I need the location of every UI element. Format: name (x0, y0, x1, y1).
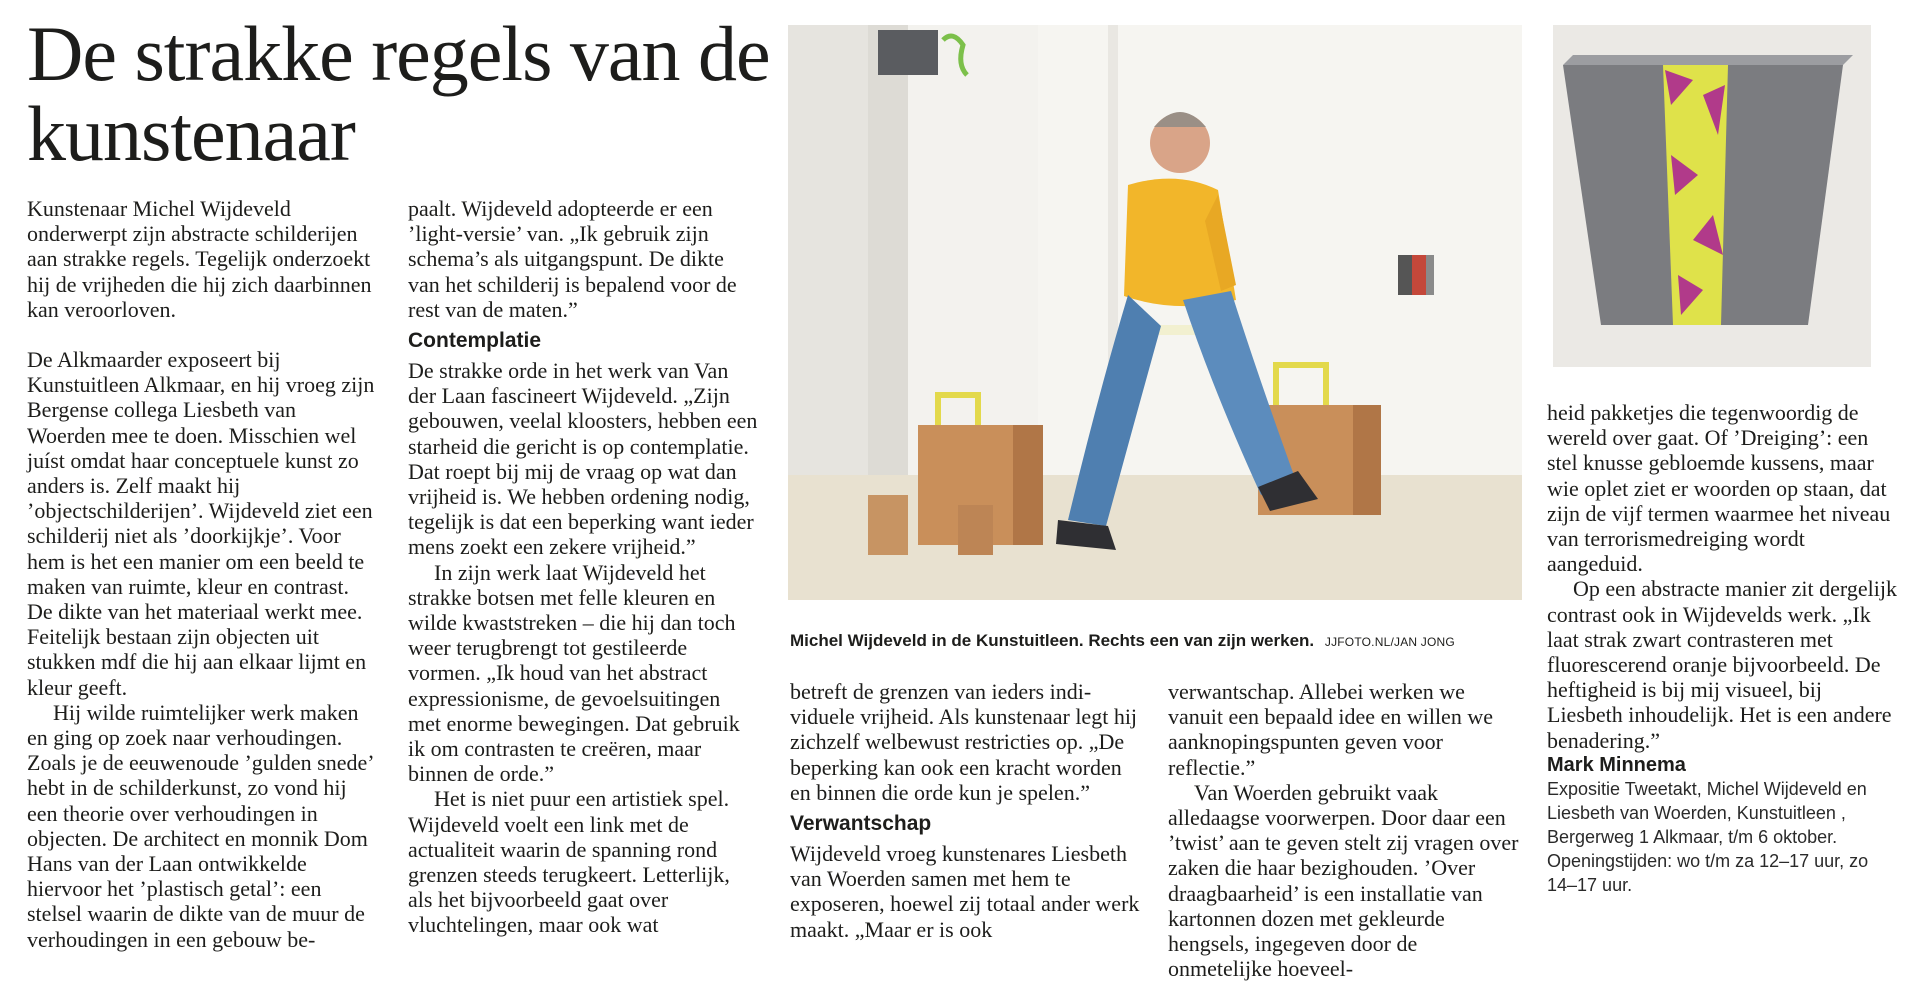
article-column-1 (27, 196, 375, 952)
photo-artwork-image (1553, 25, 1871, 367)
subheading-verwantschap: Verwantschap (790, 812, 932, 836)
caption-text: Michel Wijdeveld in de Kunstuitleen. Rechts een van zijn werken. (790, 631, 1315, 650)
body-paragraph: Hij wilde ruimtelijker werk maken en ging op zoek naar verhoudingen. Zoals je de eeuwenoude ’gulden snede’ hebt in de schilderkunst, zo vond hij een theorie over verhoudingen in objecten. De architect en monnik Dom Hans van der Laan ontwikkelde hiervoor het ’plastisch getal’: een stelsel waarin de dikte van de muur de verhoudingen in een gebouw be- (27, 699, 373, 952)
photo-artist-walking (788, 25, 1522, 600)
body-paragraph: Op een abstracte manier zit dergelijk contrast ook in Wijdevelds werk. „Ik laat strak zwart contrasteren met fluorescerend oranje bijvoorbeeld. De heftigheid is bij mij visueel, bij Liesbeth inhoudelijk. Het is een andere benadering.” (1547, 576, 1897, 753)
body-paragraph: heid pakketjes die tegenwoordig de wereld over gaat. Of ’Dreiging’: een stel knusse gebloemde kussens, maar wie oplet ziet er woorden op staan, dat zijn de vijf termen waarmee het niveau van terrorismedreiging wordt aangeduid. (1547, 400, 1891, 577)
lead-paragraph: Kunstenaar Michel Wijdeveld onderwerpt zijn abstracte schilderijen aan strakke regels. Tegelijk onderzoekt hij de vrijheden die hij zich daarbinnen kan veroorloven. (27, 196, 372, 322)
photo-credit: JJFOTO.NL/JAN JONG (1324, 635, 1455, 649)
article-column-4 (1168, 679, 1525, 981)
exhibition-info: Expositie Tweetakt, Michel Wijdeveld en Liesbeth van Woerden, Kunstuitleen , Bergerweg 1 Alkmaar, t/m 6 oktober. Openingstijden: wo t/m za 12–17 uur, zo 14–17 uur. (1547, 778, 1869, 895)
body-paragraph: verwantschap. Allebei werken we vanuit een bepaald idee en willen we aanknopingspunten geven voor reflectie.” (1168, 679, 1493, 780)
photo-artwork (1553, 25, 1871, 367)
body-paragraph: De strakke orde in het werk van Van der Laan fascineert Wijdeveld. „Zijn gebouwen, veelal kloosters, hebben een starheid die gericht is op contemplatie. Dat roept bij mij de vraag op wat dan vrijheid is. We hebben ordening nodig, tegelijk is dat een beperking want ieder mens zoekt een zekere vrijheid.” (408, 358, 758, 560)
article-column-5 (1547, 400, 1902, 897)
subheading-contemplatie: Contemplatie (408, 329, 542, 353)
body-paragraph: betreft de grenzen van ieders individuele vrijheid. Als kunstenaar legt hij zichzelf welbewust restricties op. „De beperking kan ook een kracht worden en binnen die orde kun je spelen.” (790, 679, 1138, 805)
body-paragraph: Van Woerden gebruikt vaak alledaagse voorwerpen. Door daar een ’twist’ aan te geven stelt zij vragen over zaken die haar bezighouden. ’Over draagbaarheid’ is een installatie van kartonnen dozen met gekleurde hengsels, ingegeven door de onmetelijke hoeveel- (1168, 779, 1519, 982)
byline: Mark Minnema (1547, 753, 1686, 776)
body-paragraph: Het is niet puur een artistiek spel. Wijdeveld voelt een link met de actualiteit waarin de spanning rond grenzen steeds terugkeert. Letterlijk, als het bijvoorbeeld gaat over vluchtelingen, maar ook wat (408, 786, 730, 938)
headline: De strakke regels van de kunstenaar (27, 10, 770, 177)
photo-caption (790, 630, 1520, 653)
body-paragraph: paalt. Wijdeveld adopteerde er een ’light-versie’ van. „Ik gebruik zijn schema’s als uitgangspunt. De dikte van het schilderij is bepalend voor de rest van de maten.” (408, 196, 737, 322)
article-column-3 (790, 679, 1146, 942)
body-paragraph: De Alkmaarder exposeert bij Kunstuitleen Alkmaar, en hij vroeg zijn Bergense collega Liesbeth van Woerden mee te doen. Misschien wel juíst omdat haar conceptuele kunst zo anders is. Zelf maakt hij ’objectschilderijen’. Wijdeveld ziet een schilderij niet als ’doorkijkje’. Voor hem is het een manier om een beeld te maken van ruimte, kleur en contrast. De dikte van het materiaal werkt mee. Feitelijk bestaan zijn objecten uit stukken mdf die hij aan elkaar lijmt en kleur geeft. (27, 347, 375, 700)
photo-artist-walking-image (788, 25, 1522, 600)
body-paragraph: Wijdeveld vroeg kunstenares Liesbeth van Woerden samen met hem te exposeren, hoewel zij totaal ander werk maakt. „Maar er is ook (790, 841, 1140, 942)
body-paragraph: In zijn werk laat Wijdeveld het strakke botsen met felle kleuren en wilde kwaststreken – die hij dan toch weer terugbrengt tot gestileerde vormen. „Ik houd van het abstract expressionisme, de gevoelsuitingen met enorme bewegingen. Dat gebruik ik om contrasten te creëren, maar binnen de orde.” (408, 559, 740, 787)
article-column-2 (408, 196, 758, 938)
